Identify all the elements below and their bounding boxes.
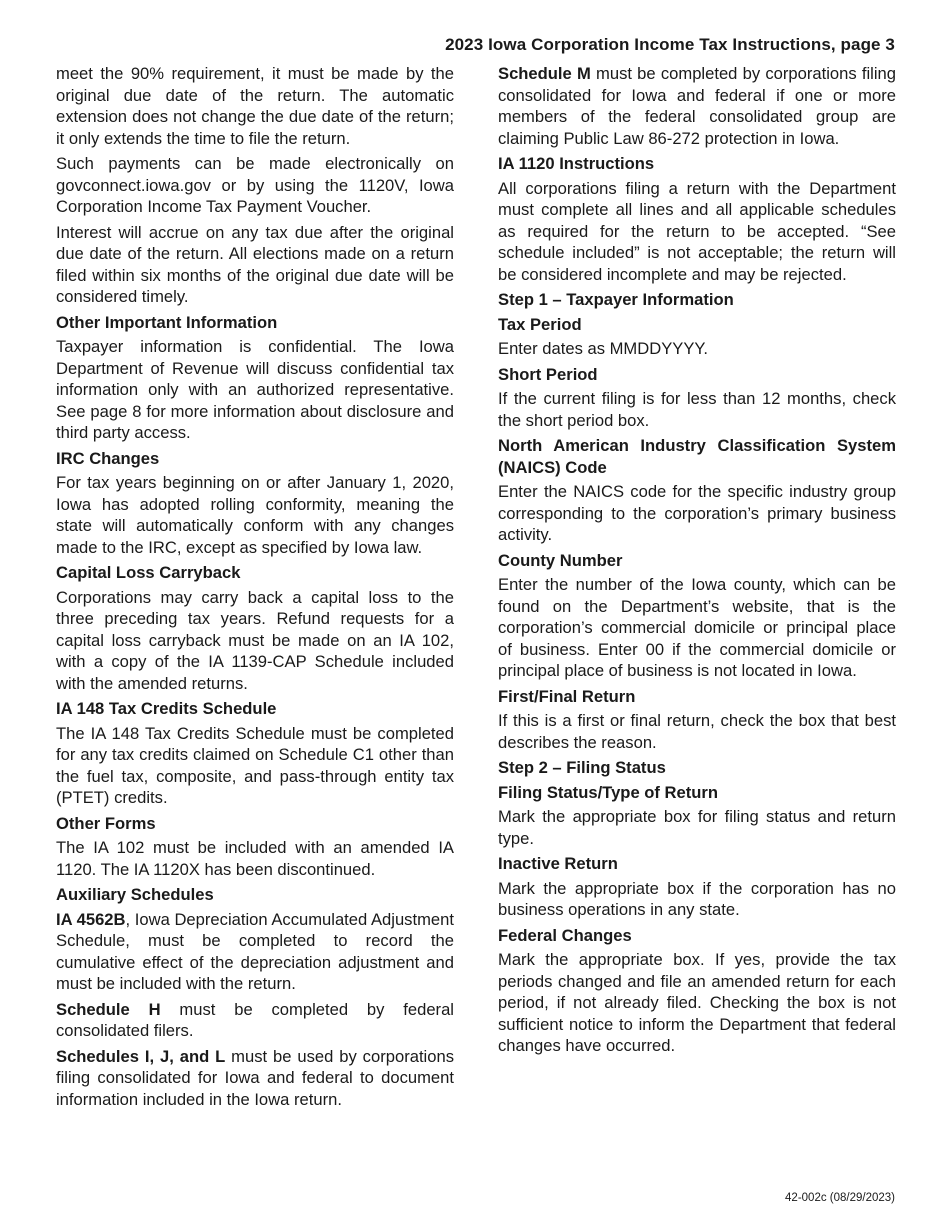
paragraph-other-important-information: Taxpayer information is confidential. The Iowa Department of Revenue will discuss confidential tax information only with an authorized representative. See page 8 for more information about disclosure and third party access. — [56, 337, 454, 442]
heading-capital-loss-carryback: Capital Loss Carryback — [56, 563, 241, 582]
paragraph-tax-period: Enter dates as MMDDYYYY. — [498, 339, 708, 358]
paragraph-payments: Such payments can be made electronically on govconnect.iowa.gov or by using the 1120V, Iowa Corporation Income Tax Payment Voucher. — [56, 154, 454, 216]
paragraph-schedule-m — [498, 63, 896, 149]
heading-other-forms: Other Forms — [56, 813, 156, 833]
paragraph-inactive-return: Mark the appropriate box if the corporation has no business operations in any state. — [498, 878, 896, 919]
heading-other-important-information: Other Important Information — [56, 312, 278, 332]
heading-step1: Step 1 – Taxpayer Information — [498, 290, 734, 309]
paragraph-ia4562b — [56, 909, 454, 995]
paragraph-ia1120-instructions: All corporations filing a return with the Department must complete all lines and all applicable schedules as required for the return to be accepted. “See schedule included” is not acceptable; the return will be considered incomplete and may be rejected. — [498, 178, 896, 284]
paragraph-filing-status: Mark the appropriate box for filing status and return type. — [498, 807, 896, 848]
paragraph-irc-changes: For tax years beginning on or after January 1, 2020, Iowa has adopted rolling conformity, meaning the state will automatically conform with any changes made to the IRC, except as specified by Iowa law. — [56, 473, 454, 557]
right-column — [498, 63, 896, 1061]
heading-short-period: Short Period — [498, 364, 598, 384]
heading-inactive-return: Inactive Return — [498, 854, 618, 873]
paragraph-naics: Enter the NAICS code for the specific industry group corresponding to the corporation’s primary business activity. — [498, 482, 896, 544]
paragraph-federal-changes: Mark the appropriate box. If yes, provide the tax periods changed and file an amended return for each period, if not already filed. Checking the box is not sufficient notice to inform the Department that federal changes have occurred. — [498, 950, 896, 1055]
paragraph-first-final-return: If this is a first or final return, check the box that best describes the reason. — [498, 711, 896, 752]
schedule-m-label: Schedule M — [498, 64, 591, 83]
heading-tax-period: Tax Period — [498, 314, 582, 334]
heading-ia148: IA 148 Tax Credits Schedule — [56, 699, 277, 718]
heading-naics: North American Industry Classification System (NAICS) Code — [498, 436, 896, 477]
schedule-h-label: Schedule H — [56, 999, 161, 1019]
schedules-ijl-text: must be used by corporations filing consolidated for Iowa and federal to document information included in the Iowa return. — [56, 1046, 454, 1109]
schedule-h-text: must be completed by federal consolidated filers. — [56, 999, 454, 1040]
heading-county-number: County Number — [498, 550, 623, 570]
form-code: 42-002c (08/29/2023) — [785, 1192, 895, 1204]
paragraph-ia148: The IA 148 Tax Credits Schedule must be completed for any tax credits claimed on Schedule C1 other than the fuel tax, composite, and pass-through entity tax (PTET) credits. — [56, 723, 454, 807]
paragraph-short-period: If the current filing is for less than 12 months, check the short period box. — [498, 389, 896, 430]
paragraph-capital-loss-carryback: Corporations may carry back a capital loss to the three preceding tax years. Refund requests for a capital loss carryback must be made on an IA 102, with a copy of the IA 1139-CAP Schedule included with the amended returns. — [56, 587, 454, 693]
heading-irc-changes: IRC Changes — [56, 448, 160, 468]
left-column — [56, 63, 454, 1114]
ia4562b-label: IA 4562B — [56, 909, 126, 929]
paragraph-county-number: Enter the number of the Iowa county, which can be found on the Department’s website, that is the corporation’s commercial domicile or principal place of business. Enter 00 if the commercial domicile or principal place of business is not located in Iowa. — [498, 575, 896, 680]
heading-ia1120-instructions: IA 1120 Instructions — [498, 154, 655, 173]
heading-first-final-return: First/Final Return — [498, 686, 636, 706]
ia4562b-text: , Iowa Depreciation Accumulated Adjustment Schedule, must be completed to record the cumulative effect of the depreciation adjustment and must be included with the return. — [56, 909, 454, 993]
paragraph-schedule-h — [56, 999, 454, 1042]
schedule-m-text: must be completed by corporations filing consolidated for Iowa and federal if one or more members of the federal consolidated group are claiming Public Law 86-272 protection in Iowa. — [498, 64, 896, 148]
paragraph-interest: Interest will accrue on any tax due after the original due date of the return. All elections made on a return filed within six months of the original due date will be considered timely. — [56, 222, 454, 306]
paragraph-schedules-ijl — [56, 1046, 454, 1111]
heading-step2: Step 2 – Filing Status — [498, 758, 666, 777]
heading-filing-status: Filing Status/Type of Return — [498, 782, 719, 802]
paragraph-other-forms: The IA 102 must be included with an amended IA 1120. The IA 1120X has been discontinued. — [56, 838, 454, 879]
schedules-ijl-label: Schedules I, J, and L — [56, 1046, 226, 1066]
heading-auxiliary-schedules: Auxiliary Schedules — [56, 885, 214, 904]
paragraph-extension: meet the 90% requirement, it must be made by the original due date of the return. The automatic extension does not change the due date of the return; it only extends the time to file the return. — [56, 64, 454, 148]
page-header-title: 2023 Iowa Corporation Income Tax Instructions, page 3 — [445, 35, 895, 54]
heading-federal-changes: Federal Changes — [498, 925, 632, 945]
